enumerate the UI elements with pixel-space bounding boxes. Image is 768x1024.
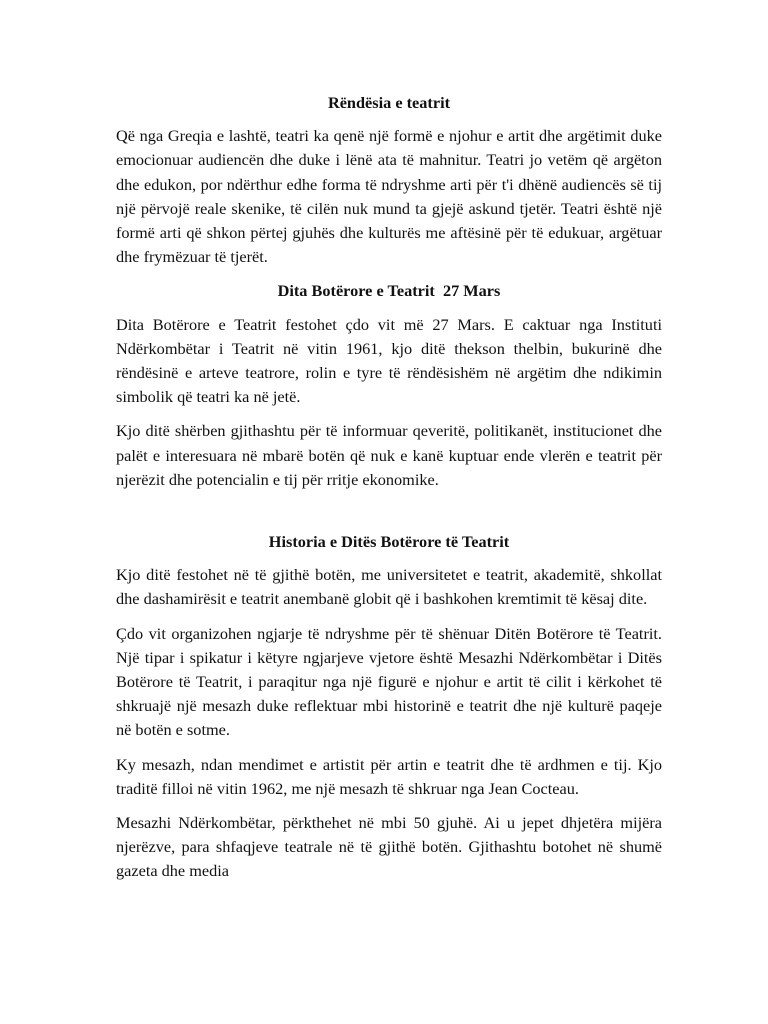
document-body — [116, 91, 662, 884]
paragraph-world-theatre-day: Dita Botërore e Teatrit festohet çdo vit më 27 Mars. E caktuar nga Instituti Ndërkombëtar i Teatrit në vitin 1961, kjo ditë thekson thelbin, bukurinë dhe rëndësinë e arteve teatrore, rolin e tyre të rëndësishëm në argëtim dhe ndikimin simbolik që teatri ka në jetë. — [116, 314, 662, 407]
paragraph-annual-events: Çdo vit organizohen ngjarje të ndryshme për të shënuar Ditën Botërore të Teatrit. Një tipar i spikatur i këtyre ngjarjeve vjetore është Mesazhi Ndërkombëtar i Ditës Botërore të Teatrit, i paraqitur nga një figurë e njohur e artit të cilit i kërkohet të shkruajë një mesazh duke reflektuar mbi historinë e teatrit dhe një kulturë paqeje në botën e sotme. — [116, 623, 662, 740]
paragraph-importance: Që nga Greqia e lashtë, teatri ka qenë një formë e njohur e artit dhe argëtimit duke emocionuar audiencën dhe duke i lënë ata të mahnitur. Teatri jo vetëm që argëton dhe edukon, por ndërthur edhe forma të ndryshme arti për t'i dhënë audiencës së tij një përvojë reale skenike, të cilën nuk mund ta gjejë askund tjetër. Teatri është një formë arti që shkon përtej gjuhës dhe kulturës me aftësinë për të edukuar, argëtuar dhe frymëzuar të tjerët. — [116, 126, 662, 267]
paragraph-celebrated-worldwide: Kjo ditë festohet në të gjithë botën, me universitetet e teatrit, akademitë, shkollat dhe dashamirësit e teatrit anembanë globit që i bashkohen kremtimit të kësaj dite. — [116, 565, 662, 609]
heading-importance-of-theatre: Rëndësia e teatrit — [327, 93, 451, 112]
paragraph-inform-governments: Kjo ditë shërben gjithashtu për të informuar qeveritë, politikanët, institucionet dhe palët e interesuara në mbarë botën që nuk e kanë kuptuar ende vlerën e teatrit për njerëzit dhe potencialin e tij për rritje ekonomike. — [116, 421, 662, 489]
paragraph-international-message: Mesazhi Ndërkombëtar, përkthehet në mbi 50 gjuhë. Ai u jepet dhjetëra mijëra njerëzve, para shfaqjeve teatrale në të gjithë botën. Gjithashtu botohet në shumë gazeta dhe media — [116, 813, 662, 881]
paragraph-message-tradition: Ky mesazh, ndan mendimet e artistit për artin e teatrit dhe të ardhmen e tij. Kjo traditë filloi në vitin 1962, me një mesazh të shkruar nga Jean Cocteau. — [116, 754, 662, 798]
heading-history-of-day: Historia e Ditës Botërore të Teatrit — [268, 532, 510, 552]
heading-world-theatre-day: Dita Botërore e Teatrit 27 Mars — [277, 281, 501, 301]
